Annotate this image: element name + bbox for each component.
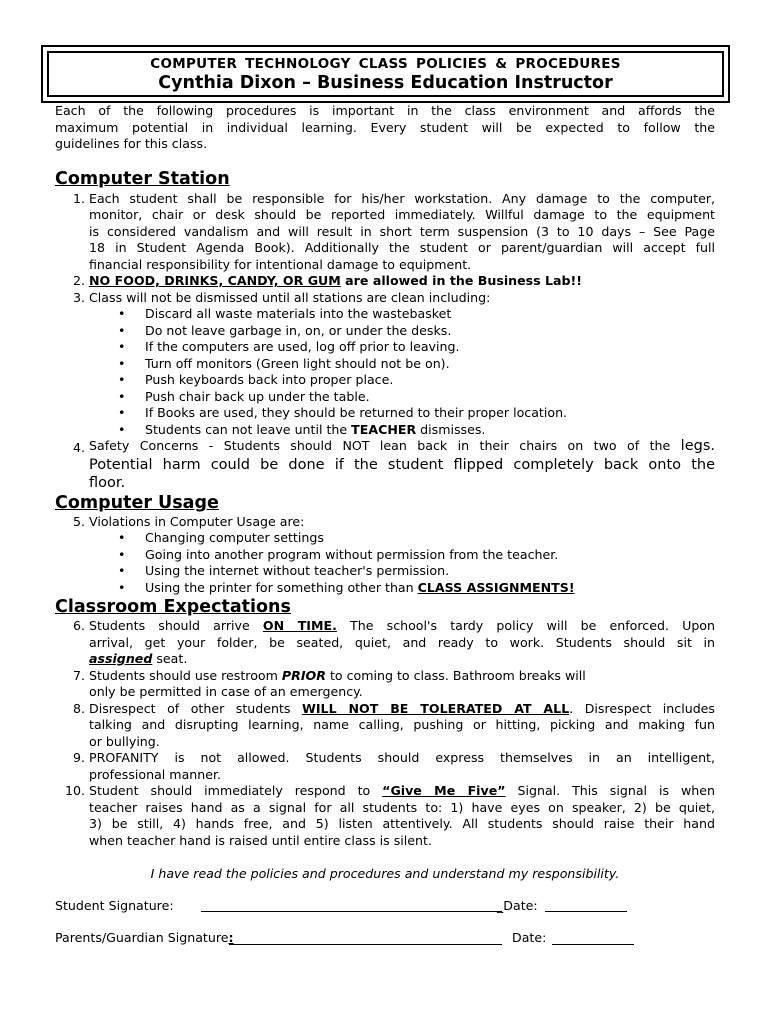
item-number-1: 1. [72,191,85,206]
item-number-7: 7. [72,668,85,683]
student-date-label: _Date: [497,898,538,913]
bullet-text: If Books are used, they should be returned to their proper location. [145,405,568,420]
not-tolerated-emphasis: WILL NOT BE TOLERATED AT ALL [301,701,570,716]
item-number-2: 2. [72,273,85,288]
bullet: • [118,422,126,437]
item-1-line-3: is considered vandalism and will result in short term suspension (3 to 10 days – See Page [89,224,715,239]
item-4-line-3: floor. [89,475,126,491]
item-7-line-1 [89,668,715,685]
parent-date-label: Date: [512,930,547,945]
bullet: • [118,405,126,420]
student-signature-line[interactable] [201,911,502,912]
item-10-line-4: when teacher hand is raised until entire class is silent. [89,833,432,848]
acknowledgement-statement: I have read the policies and procedures and understand my responsibility. [150,866,620,881]
item-6-line-1 [89,618,715,635]
bullet-text-start: Using the printer for something other than [145,580,418,595]
parent-signature-line[interactable] [229,944,502,945]
item-6-line-2: arrival, get your folder, be seated, quiet, and ready to work. Students should sit in [89,635,715,650]
assigned-emphasis: assigned [89,651,153,666]
item-10-line-2: teacher raises hand as a signal for all students to: 1) have eyes on speaker, 2) be quiet, [89,800,715,815]
item-10-text-end: Signal. This signal is when [505,783,715,798]
item-8-line-2: talking and disrupting learning, name calling, pushing or hitting, picking and making fun [89,717,715,732]
item-4-text: Safety Concerns - Students should NOT lean back in their chairs on two of the [89,438,681,453]
item-1-line-2: monitor, chair or desk should be reported immediately. Willful damage to the equipment [89,207,715,222]
prior-emphasis: PRIOR [281,668,326,683]
bullet-text: Discard all waste materials into the wastebasket [145,306,452,321]
item-number-3: 3. [72,290,85,305]
item-1-line-5: financial responsibility for intentional damage to equipment. [89,257,472,272]
item-8-line-3: or bullying. [89,734,160,749]
bullet-text-end: dismisses. [416,422,486,437]
bullet: • [118,339,126,354]
item-number-8: 8. [72,701,85,716]
parent-signature-label [55,930,234,945]
bullet-text-start: Students can not leave until the [145,422,352,437]
item-10-text: Student should immediately respond to [89,783,383,798]
item-number-10: 10. [64,783,85,798]
bullet: • [118,389,126,404]
parent-signature-text: Parents/Guardian Signature [55,930,229,945]
item-10-line-1 [89,783,715,800]
item-6-text: Students should arrive [89,618,263,633]
item-8-line-1 [89,701,715,718]
item-5: Violations in Computer Usage are: [89,514,305,529]
item-4-legs: legs. [680,438,715,454]
item-1-line-4: 18 in Student Agenda Book). Additionally the student or parent/guardian will accept full [89,240,715,255]
bullet: • [118,306,126,321]
bullet: • [118,323,126,338]
document-title: COMPUTER TECHNOLOGY CLASS POLICIES & PROCEDURES [150,56,621,72]
item-number-9: 9. [72,750,85,765]
item-number-6: 6. [72,618,85,633]
section-classroom-expectations: Classroom Expectations [55,597,291,617]
item-8-text: Disrespect of other students [89,701,302,716]
bullet-text: Changing computer settings [145,530,324,545]
item-number-5: 5. [72,514,85,529]
item-2 [89,273,715,290]
header-box [47,51,724,97]
bullet-text: Going into another program without permission from the teacher. [145,547,559,562]
item-7-text-end: to coming to class. Bathroom breaks will [325,668,586,683]
intro-line-3: guidelines for this class. [55,136,208,151]
bullet-text [145,580,575,597]
bullet: • [118,530,126,545]
bullet: • [118,356,126,371]
bullet: • [118,580,126,595]
section-computer-usage: Computer Usage [55,493,219,513]
teacher-emphasis: TEACHER [351,422,417,437]
item-6-text-end: The school's tardy policy will be enforced. Upon [336,618,715,633]
no-food-rule: NO FOOD, DRINKS, CANDY, OR GUM [89,273,341,288]
bullet-text: Push keyboards back into proper place. [145,372,394,387]
item-3: Class will not be dismissed until all stations are clean including: [89,290,491,305]
parent-signature-colon: : [228,930,234,945]
item-1-line-1: Each student shall be responsible for his/her workstation. Any damage to the computer, [89,191,715,206]
intro-line-2: maximum potential in individual learning. Every student will be expected to follow the [55,120,715,135]
item-4-line-2: Potential harm could be done if the student flipped completely back onto the [89,457,715,473]
item-6-line-3 [89,651,715,668]
bullet: • [118,547,126,562]
bullet-text: If the computers are used, log off prior to leaving. [145,339,460,354]
item-4-line-1 [89,438,715,455]
class-assignments-emphasis: CLASS ASSIGNMENTS! [417,580,575,595]
bullet-text: Push chair back up under the table. [145,389,370,404]
give-me-five-emphasis: “Give Me Five” [382,783,506,798]
item-9-line-1: PROFANITY is not allowed. Students should express themselves in an intelligent, [89,750,715,765]
on-emphasis: ON [262,618,298,633]
section-computer-station: Computer Station [55,169,230,189]
item-6-seat: seat. [152,651,188,666]
no-food-rule-tail: are allowed in the Business Lab!! [340,273,583,288]
bullet-text: Do not leave garbage in, on, or under the desks. [145,323,452,338]
bullet-text [145,422,485,439]
item-9-line-2: professional manner. [89,767,222,782]
item-8-text-end: . Disrespect includes [569,701,715,716]
item-10-line-3: 3) be still, 4) hands free, and 5) listen attentively. All students should raise their hand [89,816,715,831]
bullet-text: Using the internet without teacher's permission. [145,563,450,578]
item-7-text: Students should use restroom [89,668,282,683]
intro-line-1: Each of the following procedures is important in the class environment and affords the [55,103,715,118]
bullet: • [118,563,126,578]
time-emphasis: TIME. [297,618,337,633]
student-signature-label: Student Signature: [55,898,174,913]
item-7-line-2: only be permitted in case of an emergency. [89,684,363,699]
instructor-name: Cynthia Dixon – Business Education Instructor [158,73,613,93]
bullet: • [118,372,126,387]
parent-date-line[interactable] [552,944,634,945]
student-date-line[interactable] [545,911,627,912]
item-number-4: 4. [72,440,85,455]
bullet-text: Turn off monitors (Green light should not be on). [145,356,450,371]
